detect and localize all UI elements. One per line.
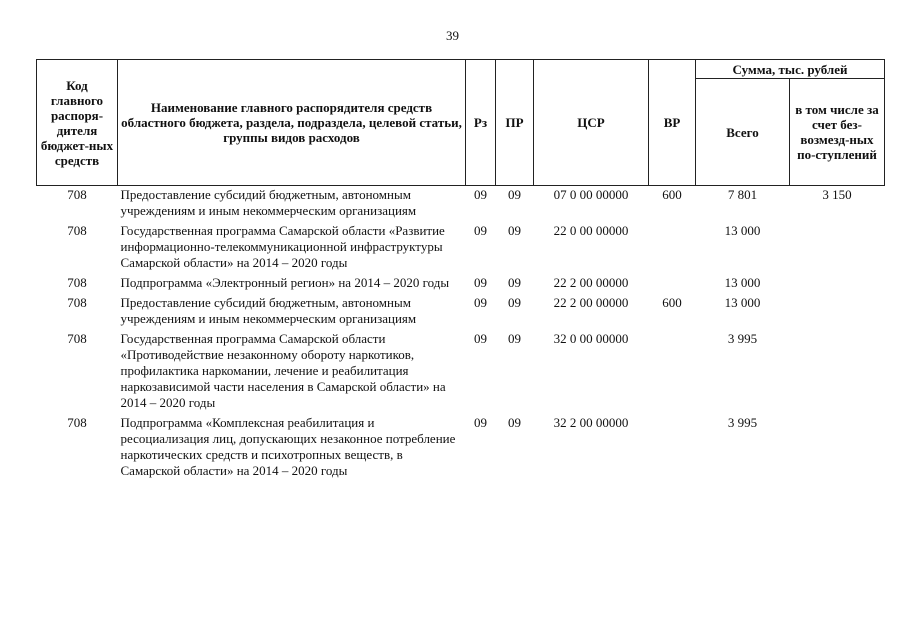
header-name: Наименование главного распорядителя средств областного бюджета, раздела, подраздела, целевой статьи, группы видов расходов — [118, 60, 466, 186]
table-header — [37, 60, 885, 186]
cell-total: 13 000 — [724, 295, 761, 310]
table-row — [37, 275, 885, 295]
cell-pr: 09 — [508, 331, 521, 346]
header-sum: Сумма, тыс. рублей — [696, 60, 885, 79]
cell-csr: 32 0 00 00000 — [553, 331, 629, 346]
header-rz: Рз — [466, 60, 496, 186]
cell-rz: 09 — [474, 331, 487, 346]
cell-csr: 32 2 00 00000 — [553, 415, 629, 430]
table-row — [37, 331, 885, 415]
cell-code: 708 — [67, 223, 87, 238]
header-csr: ЦСР — [534, 60, 649, 186]
cell-vr: 600 — [662, 187, 682, 202]
cell-code: 708 — [67, 187, 87, 202]
cell-rz: 09 — [474, 223, 487, 238]
header-pr: ПР — [496, 60, 534, 186]
cell-free — [790, 223, 885, 275]
cell-pr: 09 — [508, 275, 521, 290]
cell-total: 7 801 — [727, 187, 758, 202]
cell-total: 3 995 — [727, 331, 758, 346]
cell-free — [790, 331, 885, 415]
cell-free — [790, 415, 885, 483]
cell-name: Подпрограмма «Комплексная реабилитация и ресоциализация лиц, допускающих незаконное потребление наркотических средств и психотропных веществ, в Самарской области» на 2014 – 2020 годы — [120, 415, 456, 478]
header-free: в том числе за счет без-возмезд-ных по-ступлений — [790, 79, 885, 186]
cell-csr: 07 0 00 00000 — [553, 187, 629, 202]
header-total: Всего — [696, 79, 790, 186]
budget-table — [36, 59, 885, 483]
table-body — [37, 186, 885, 484]
page-number: 39 — [446, 28, 459, 43]
cell-vr: 600 — [662, 295, 682, 310]
cell-code: 708 — [67, 331, 87, 346]
table-row — [37, 223, 885, 275]
cell-name: Государственная программа Самарской области «Противодействие незаконному обороту наркотиков, профилактика наркомании, лечение и реабилитация наркозависимой части населения в Самарской области» на 2014 – 2020 годы — [120, 331, 446, 410]
cell-rz: 09 — [474, 415, 487, 430]
cell-total: 3 995 — [727, 415, 758, 430]
cell-name: Предоставление субсидий бюджетным, автономным учреждениям и иным некоммерческим организациям — [120, 187, 417, 218]
table-row — [37, 186, 885, 224]
cell-rz: 09 — [474, 187, 487, 202]
cell-free — [790, 295, 885, 331]
cell-csr: 22 0 00 00000 — [553, 223, 629, 238]
cell-free — [790, 275, 885, 295]
cell-code: 708 — [67, 415, 87, 430]
cell-vr — [649, 415, 696, 483]
cell-vr — [649, 275, 696, 295]
cell-free: 3 150 — [822, 187, 852, 202]
cell-name: Подпрограмма «Электронный регион» на 2014 – 2020 годы — [120, 275, 450, 290]
cell-vr — [649, 223, 696, 275]
cell-total: 13 000 — [724, 223, 761, 238]
cell-csr: 22 2 00 00000 — [553, 275, 629, 290]
cell-pr: 09 — [508, 223, 521, 238]
cell-code: 708 — [67, 295, 87, 310]
header-code: Код главного распоря-дителя бюджет-ных средств — [37, 60, 118, 186]
cell-pr: 09 — [508, 295, 521, 310]
table-row — [37, 295, 885, 331]
cell-vr — [649, 331, 696, 415]
cell-rz: 09 — [474, 275, 487, 290]
table-row — [37, 415, 885, 483]
cell-rz: 09 — [474, 295, 487, 310]
cell-total: 13 000 — [724, 275, 761, 290]
header-vr: ВР — [649, 60, 696, 186]
cell-pr: 09 — [508, 187, 521, 202]
cell-code: 708 — [67, 275, 87, 290]
cell-name: Государственная программа Самарской области «Развитие информационно-телекоммуникационной инфраструктуры Самарской области» на 2014 – 2020 годы — [120, 223, 445, 270]
cell-csr: 22 2 00 00000 — [553, 295, 629, 310]
cell-name: Предоставление субсидий бюджетным, автономным учреждениям и иным некоммерческим организациям — [120, 295, 417, 326]
cell-pr: 09 — [508, 415, 521, 430]
